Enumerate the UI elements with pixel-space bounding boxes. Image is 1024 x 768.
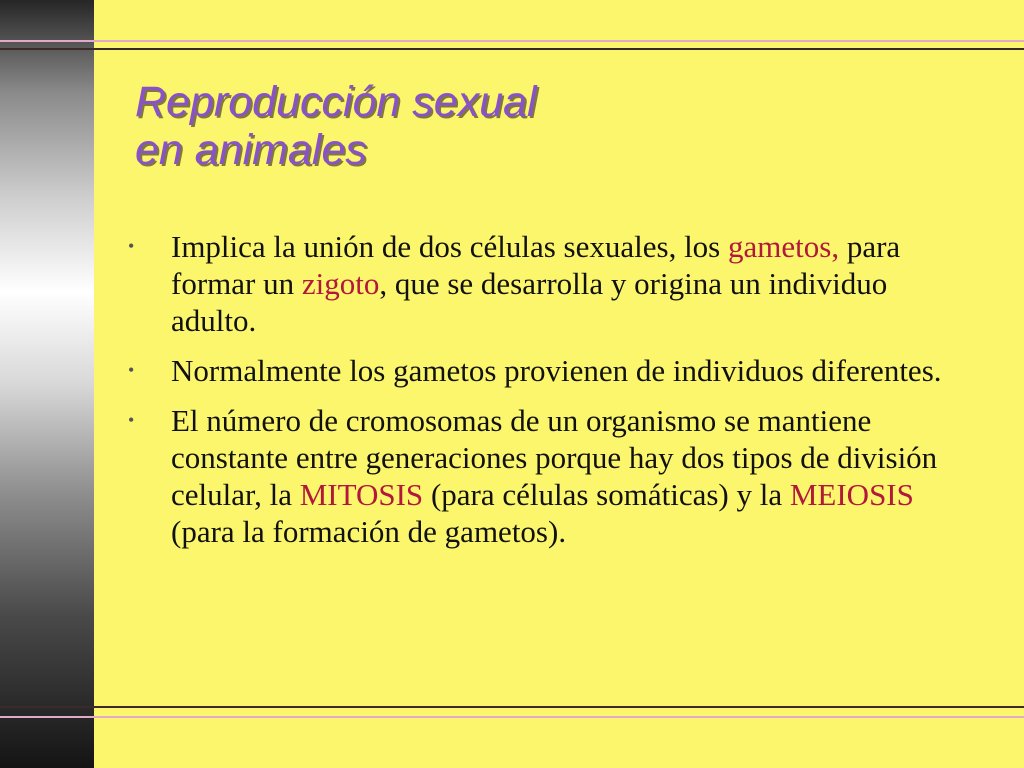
bullet-marker: •	[128, 410, 135, 430]
bullet-text: Normalmente los gametos provienen de individuos diferentes.	[171, 353, 942, 388]
highlight-term-meiosis: MEIOSIS	[789, 477, 914, 512]
bullet-text: El número de cromosomas de un organismo se mantiene constante entre generaciones porque hay dos tipos de división celular, la	[171, 403, 938, 512]
bullet-item-individuals	[118, 352, 978, 389]
bottom-dark-rule	[0, 706, 1024, 708]
bullet-item-gametes	[118, 228, 978, 339]
top-pink-rule	[0, 40, 1024, 42]
bullet-marker: •	[128, 236, 135, 256]
bullet-list	[118, 228, 978, 563]
side-gradient-bar	[0, 0, 94, 768]
bottom-pink-rule	[0, 716, 1024, 718]
bullet-item-chromosomes	[118, 402, 978, 550]
slide-title	[135, 78, 537, 174]
bullet-text: Implica la unión de dos células sexuales, los	[171, 229, 729, 264]
slide-title-line-2: en animales	[135, 126, 367, 174]
highlight-term-gametos: gametos,	[728, 229, 840, 264]
highlight-term-zigoto: zigoto	[301, 266, 380, 301]
bullet-text: (para células somáticas) y la	[423, 477, 790, 512]
bullet-text: , que se desarrolla y origina un individuo adulto.	[171, 266, 888, 338]
highlight-term-mitosis: MITOSIS	[299, 477, 424, 512]
top-dark-rule	[0, 48, 1024, 50]
bullet-text: (para la formación de gametos).	[171, 514, 567, 549]
slide-title-line-1: Reproducción sexual	[135, 78, 537, 126]
bullet-marker: •	[128, 360, 135, 380]
bullet-text: para formar un	[171, 229, 901, 301]
